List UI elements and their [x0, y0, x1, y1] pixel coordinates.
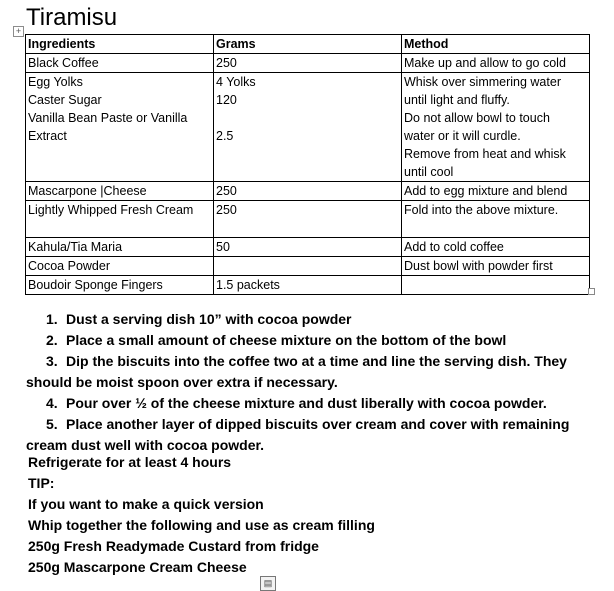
table-row — [26, 257, 590, 276]
method-cell — [402, 201, 590, 238]
header-grams: Grams — [214, 35, 402, 54]
step-number: 1. — [46, 311, 58, 327]
ingredient-cell — [26, 54, 214, 73]
step-text: Place a small amount of cheese mixture on the bottom of the bowl — [66, 332, 507, 348]
method-cell — [402, 54, 590, 73]
grams-cell — [214, 257, 402, 276]
cell-line: Black Coffee — [28, 56, 99, 70]
cell-line — [216, 219, 401, 237]
ingredient-cell — [26, 276, 214, 295]
step-number: 2. — [46, 332, 58, 348]
step-text: Dust a serving dish 10” with cocoa powder — [66, 311, 352, 327]
cell-line: Lightly Whipped Fresh Cream — [28, 203, 194, 217]
cell-line: Add to egg mixture and blend — [404, 184, 568, 198]
cell-line: until cool — [404, 165, 454, 179]
cell-line: Boudoir Sponge Fingers — [28, 278, 163, 292]
ingredient-cell — [26, 201, 214, 238]
step-number: 5. — [46, 416, 58, 432]
cell-line: until light and fluffy. — [404, 93, 510, 107]
cell-line: Do not allow bowl to touch — [404, 111, 550, 125]
cell-line: Egg Yolks — [28, 75, 83, 89]
grams-cell — [214, 238, 402, 257]
document-title: Tiramisu — [26, 4, 118, 31]
step-number: 3. — [46, 353, 58, 369]
step-number: 4. — [46, 395, 58, 411]
list-item — [26, 414, 596, 456]
header-ingredients: Ingredients — [26, 35, 214, 54]
cell-line — [404, 276, 589, 294]
cell-line: Vanilla Bean Paste or Vanilla — [28, 111, 188, 125]
paste-options-icon[interactable]: ▤ — [260, 576, 276, 591]
cell-line: Extract — [28, 129, 67, 143]
cell-line: 1.5 packets — [216, 278, 280, 292]
grams-cell — [214, 276, 402, 295]
cell-line: Dust bowl with powder first — [404, 259, 553, 273]
grams-cell — [214, 201, 402, 238]
method-cell — [402, 276, 590, 295]
grams-cell — [214, 182, 402, 201]
cell-line: Fold into the above mixture. — [404, 203, 559, 217]
cell-line: Remove from heat and whisk — [404, 147, 566, 161]
list-item — [26, 351, 596, 393]
ingredient-cell — [26, 73, 214, 182]
table-row — [26, 73, 590, 182]
cell-line: water or it will curdle. — [404, 129, 521, 143]
cell-line: 120 — [216, 93, 237, 107]
method-steps-list — [26, 309, 596, 456]
cell-line — [28, 219, 213, 237]
ingredient-cell — [26, 182, 214, 201]
cell-line: Mascarpone |Cheese — [28, 184, 147, 198]
grams-cell — [214, 54, 402, 73]
cell-line: Make up and allow to go cold — [404, 56, 566, 70]
method-cell — [402, 238, 590, 257]
note-line: TIP: — [28, 475, 55, 491]
cell-line: Kahula/Tia Maria — [28, 240, 123, 254]
note-line: 250g Fresh Readymade Custard from fridge — [28, 538, 319, 554]
cell-line — [404, 219, 589, 237]
table-move-handle-icon[interactable]: + — [13, 26, 24, 37]
method-cell — [402, 73, 590, 182]
table-row — [26, 201, 590, 238]
cell-line: 250 — [216, 56, 237, 70]
grams-cell — [214, 73, 402, 182]
table-header-row — [26, 35, 590, 54]
method-cell — [402, 182, 590, 201]
list-item — [26, 309, 596, 330]
cell-line: 50 — [216, 240, 230, 254]
cell-line: Add to cold coffee — [404, 240, 504, 254]
step-text: Place another layer of dipped biscuits over cream and cover with remaining cream dust well with cocoa powder. — [26, 416, 570, 453]
table-row — [26, 54, 590, 73]
table-row — [26, 238, 590, 257]
ingredient-cell — [26, 238, 214, 257]
note-line: Whip together the following and use as cream filling — [28, 517, 375, 533]
table-row — [26, 276, 590, 295]
table-row — [26, 182, 590, 201]
list-item — [26, 330, 596, 351]
step-text: Dip the biscuits into the coffee two at a time and line the serving dish. They should be moist spoon over extra if necessary. — [26, 353, 567, 390]
ingredients-table — [25, 34, 590, 295]
cell-line: Whisk over simmering water — [404, 75, 561, 89]
cell-line: 250 — [216, 184, 237, 198]
cell-line — [216, 257, 401, 275]
table-resize-handle[interactable] — [588, 288, 595, 295]
list-item — [26, 393, 596, 414]
cell-line: 4 Yolks — [216, 75, 256, 89]
ingredient-cell — [26, 257, 214, 276]
note-line: If you want to make a quick version — [28, 496, 264, 512]
cell-line: 2.5 — [216, 129, 234, 143]
cell-line: Caster Sugar — [28, 93, 102, 107]
cell-line: 250 — [216, 203, 237, 217]
cell-line — [216, 109, 401, 127]
step-text: Pour over ½ of the cheese mixture and dust liberally with cocoa powder. — [66, 395, 547, 411]
note-line: 250g Mascarpone Cream Cheese — [28, 559, 247, 575]
header-method: Method — [402, 35, 590, 54]
cell-line: Cocoa Powder — [28, 259, 110, 273]
method-cell — [402, 257, 590, 276]
notes-section — [28, 452, 375, 578]
note-line: Refrigerate for at least 4 hours — [28, 454, 232, 470]
